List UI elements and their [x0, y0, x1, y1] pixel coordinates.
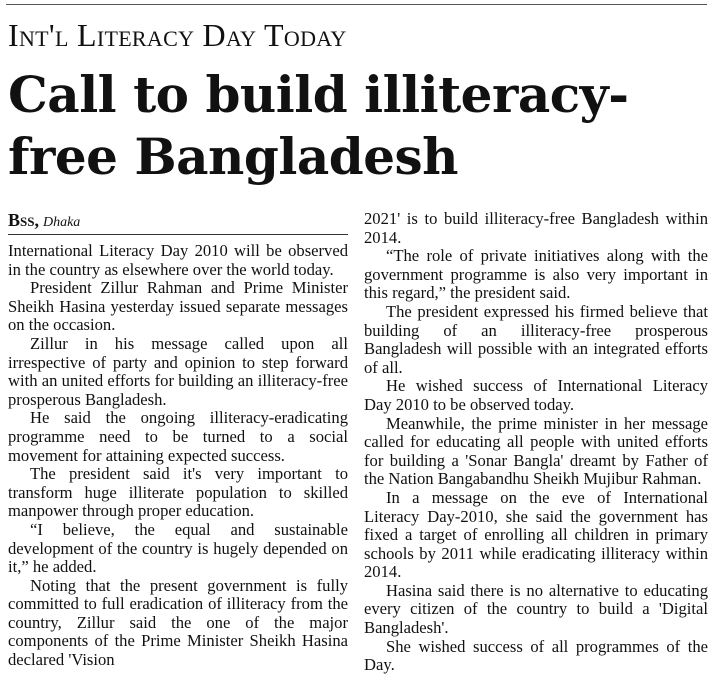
top-rule: [6, 4, 707, 5]
paragraph: “I believe, the equal and sustainable development of the country is hugely depended on it,” he added.: [8, 519, 348, 577]
headline: Call to build illiteracy-free Bangladesh: [8, 65, 629, 186]
paragraph: International Literacy Day 2010 will be observed in the country as elsewhere over the world today.: [8, 241, 348, 279]
kicker: Int'l Literacy Day Today: [8, 17, 347, 53]
paragraph: She wished success of all programmes of the Day.: [364, 636, 708, 675]
paragraph: President Zillur Rahman and Prime Minister Sheikh Hasina yesterday issued separate messages on the occasion.: [8, 278, 348, 335]
paragraph: “The role of private initiatives along with the government programme is also very important in this regard,” the president said.: [364, 246, 708, 303]
paragraph: Meanwhile, the prime minister in her message called for educating all people with united efforts for building a 'Sonar Bangla' dreamt by Father of the Nation Bangabandhu Sheikh Mujibur Rahman.: [364, 413, 708, 489]
paragraph: The president said it's very important to transform huge illiterate population to skilled manpower through proper education.: [8, 464, 348, 521]
byline-agency: Bss,: [8, 210, 39, 230]
byline: [8, 210, 348, 233]
byline-rule: [8, 234, 348, 235]
paragraph: In a message on the eve of International Literacy Day-2010, she said the government has fixed a target of enrolling all children in primary schools by 2011 while eradicating illiteracy within 2014.: [364, 487, 708, 582]
left-column: [8, 242, 348, 670]
right-column: [364, 210, 708, 675]
paragraph: Noting that the present government is fully committed to full eradication of illiteracy from the country, Zillur said the one of the major components of the Prime Minister Sheikh Hasina declared 'Vision: [8, 575, 348, 670]
paragraph: He wished success of International Literacy Day 2010 to be observed today.: [364, 376, 708, 414]
paragraph: Zillur in his message called upon all irrespective of party and opinion to step forward with an united efforts for building an illiteracy-free prosperous Bangladesh.: [8, 333, 348, 409]
paragraph: He said the ongoing illiteracy-eradicating programme need to be turned to a social movement for attaining expected success.: [8, 408, 348, 465]
paragraph: The president expressed his firmed believe that building of an illiteracy-free prosperous Bangladesh will possible with an integrated efforts of all.: [364, 301, 708, 377]
paragraph-continuation: 2021' is to build illiteracy-free Bangladesh within 2014.: [364, 209, 708, 247]
paragraph: Hasina said there is no alternative to educating every citizen of the country to build a 'Digital Bangladesh'.: [364, 580, 708, 638]
byline-place: Dhaka: [42, 215, 81, 230]
